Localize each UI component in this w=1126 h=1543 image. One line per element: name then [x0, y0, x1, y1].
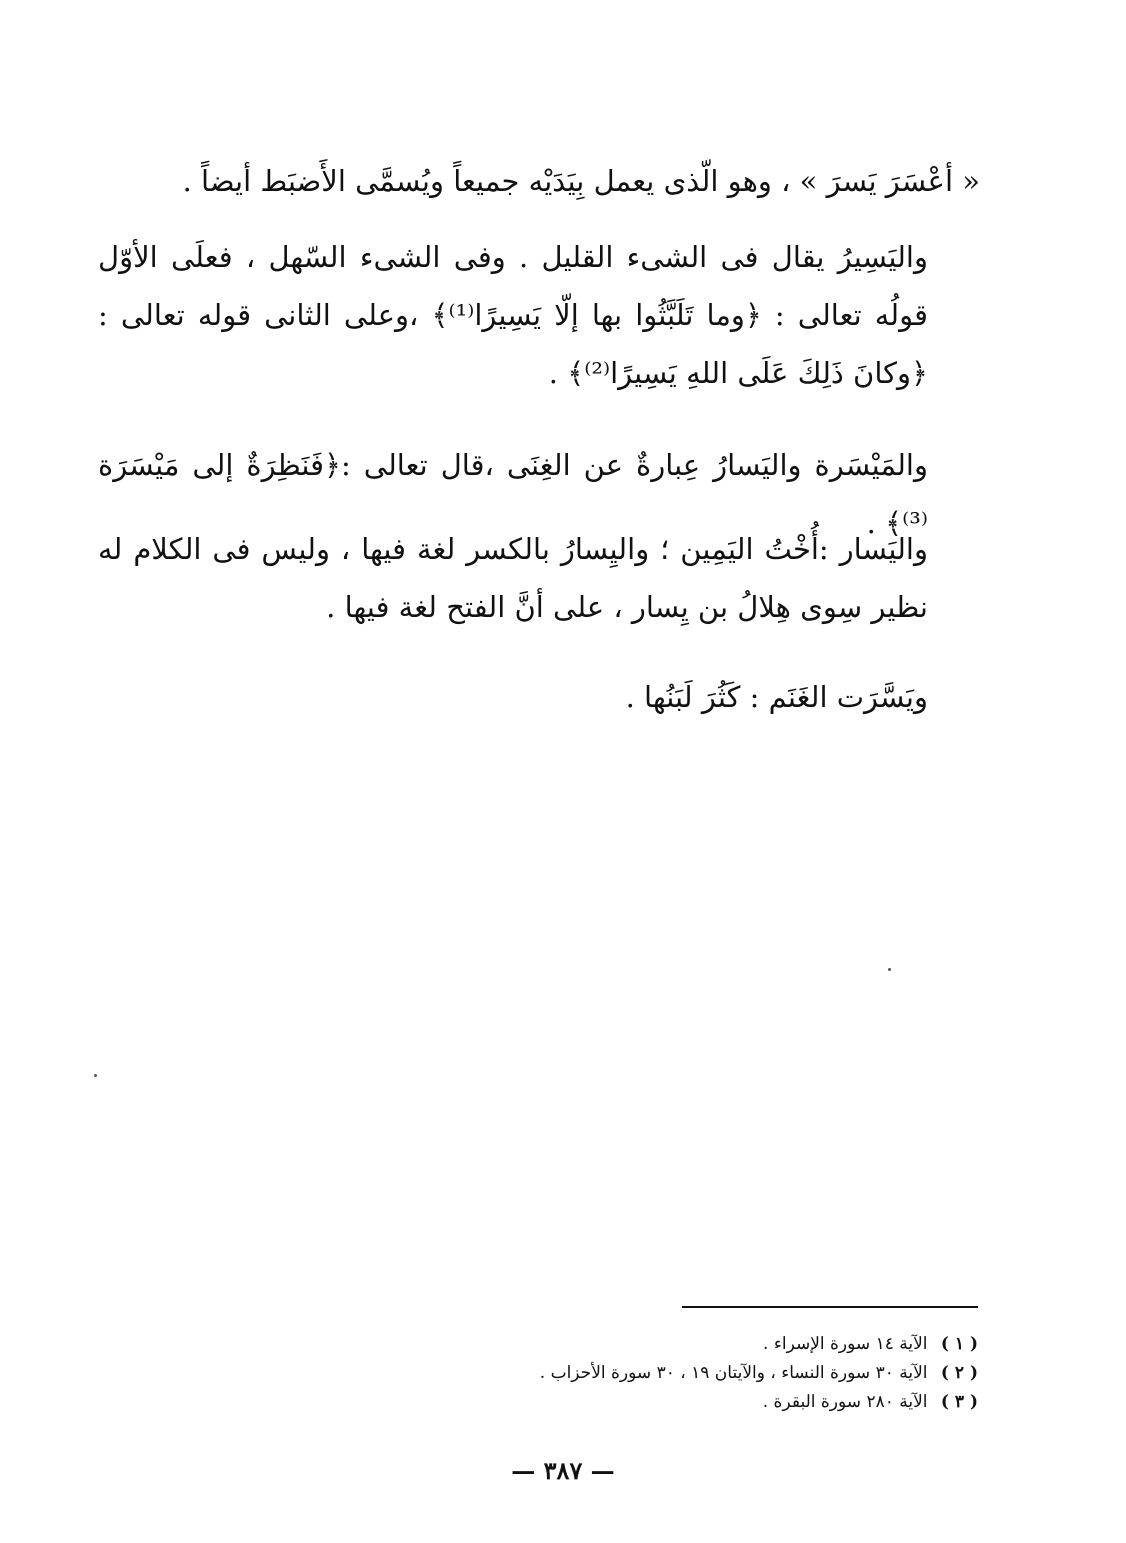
scan-speck: [94, 1074, 97, 1077]
footnote-text: الآية ٢٨٠ سورة البقرة .: [762, 1392, 928, 1412]
footnotes: [380, 1330, 978, 1417]
paragraph-3: والمَيْسَرة واليَسارُ عِبارةٌ عن الغِنَى ،قال تعالى :﴿فَنَظِرَةٌ إلى مَيْسَرَة ⁽³⁾﴾ .: [98, 448, 928, 540]
footnote-number: ( ٢ ): [940, 1363, 978, 1383]
paragraph-2: واليَسِيرُ يقال فى الشىء القليل . وفى الشىء السّهل ، فعلَى الأوّل قولُه تعالى : ﴿وما تَلَبَّثُوا بها إلّا يَسِيرًا⁽¹⁾﴾ ،وعلى الثانى قوله تعالى :﴿وكانَ ذَلِكَ عَلَى اللهِ يَسِيرًا⁽²⁾﴾ .: [98, 240, 928, 390]
scan-speck: [888, 968, 891, 971]
paragraph-4: واليَسار :أُخْتُ اليَمِين ؛ واليِسارُ بالكسر لغة فيها ، وليس فى الكلام له نظير سِوى هِلالُ بن يِسار ، على أنَّ الفتح لغة فيها .: [98, 532, 928, 624]
paragraph-1: « أعْسَرَ يَسرَ » ، وهو الّذى يعمل بِيَدَيْه جميعاً ويُسمَّى الأَضبَط أيضاً .: [182, 164, 980, 198]
page-number: — ٣٨٧ —: [511, 1456, 615, 1485]
footnote-text: الآية ٣٠ سورة النساء ، والآيتان ١٩ ، ٣٠ سورة الأحزاب .: [539, 1363, 928, 1383]
footnote-3: [380, 1388, 978, 1417]
footnote-separator: [682, 1306, 978, 1308]
footnote-1: [380, 1330, 978, 1359]
paragraph-5: ويَسَّرَت الغَنَم : كَثُرَ لَبَنُها .: [625, 680, 928, 714]
footnote-2: [380, 1359, 978, 1388]
footnote-number: ( ١ ): [940, 1334, 978, 1354]
footnote-number: ( ٣ ): [940, 1392, 978, 1412]
footnote-text: الآية ١٤ سورة الإسراء .: [763, 1334, 928, 1354]
